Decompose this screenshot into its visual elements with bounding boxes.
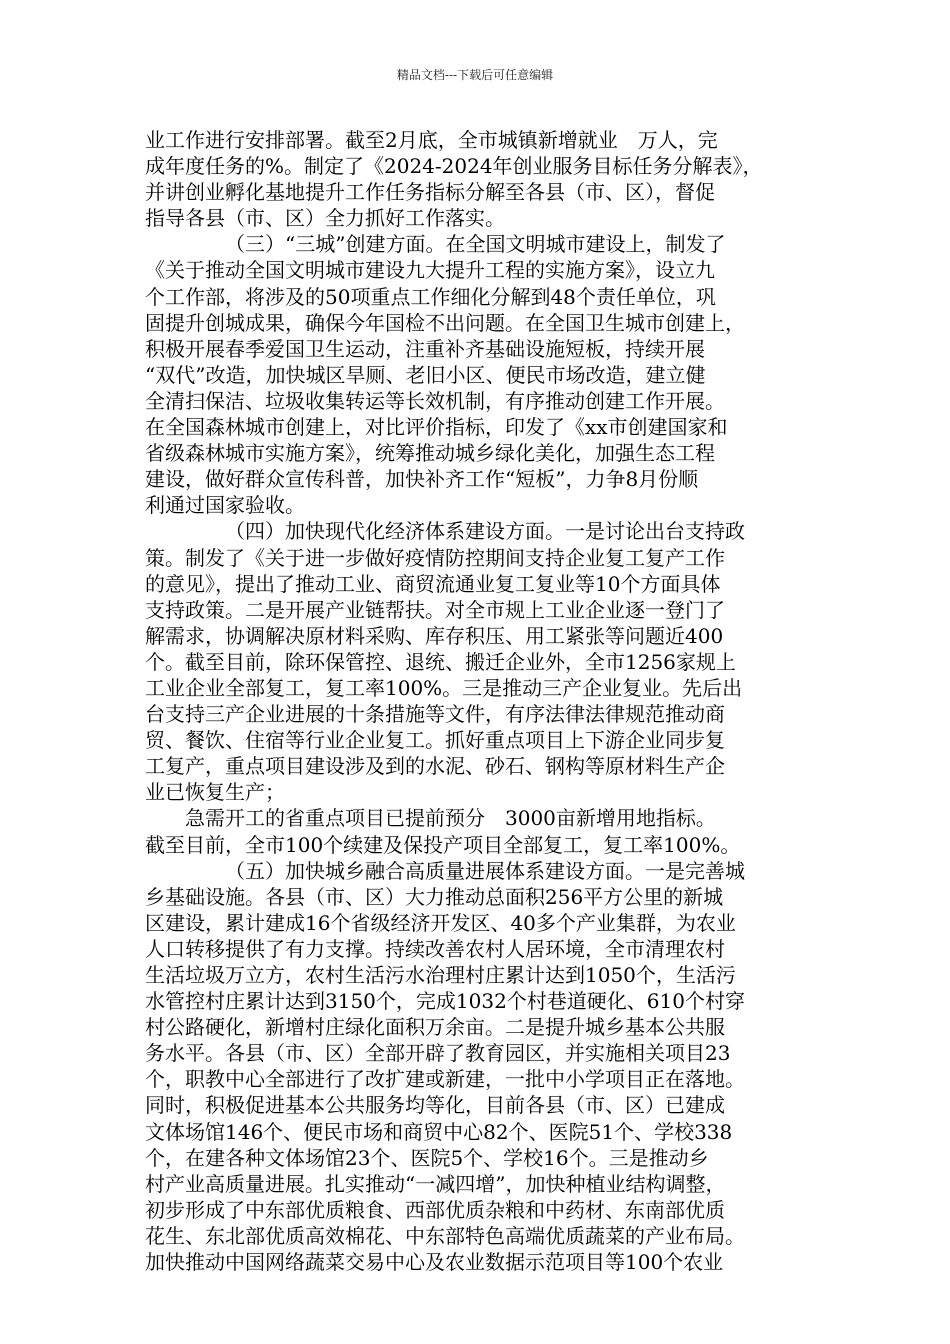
text-line: 支持政策。二是开展产业链帮扶。对全市规上工业企业逐一登门了 — [145, 597, 725, 622]
text-line: 建设，做好群众宣传科普，加快补齐工作“短板”，力争8月份顺 — [145, 467, 699, 492]
text-line: 省级森林城市实施方案》，统筹推动城乡绿化美化，加强生态工程 — [145, 441, 715, 466]
text-line: 村公路硬化，新增村庄绿化面积万余亩。二是提升城乡基本公共服 — [145, 1015, 725, 1040]
text-line: 业已恢复生产； — [145, 780, 285, 805]
text-line: 区建设，累计建成16个省级经济开发区、40多个产业集群，为农业 — [145, 910, 736, 935]
text-line: 同时，积极促进基本公共服务均等化，目前各县（市、区）已建成 — [145, 1093, 725, 1118]
text-line: 并讲创业孵化基地提升工作任务指标分解至各县（市、区），督促 — [145, 180, 715, 205]
text-line: 工复产，重点项目建设涉及到的水泥、砂石、钢构等原材料生产企 — [145, 754, 725, 779]
text-line: 加快推动中国网络蔬菜交易中心及农业数据示范项目等100个农业 — [145, 1250, 724, 1275]
text-line: 台支持三产企业进展的十条措施等文件，有序法律法律规范推动商 — [145, 702, 725, 727]
text-line: 业工作进行安排部署。截至2月底，全市城镇新增就业 万人，完 — [145, 128, 718, 152]
text-line: 生活垃圾万立方，农村生活污水治理村庄累计达到1050个，生活污 — [145, 963, 736, 987]
page-header: 精品文档---下载后可任意编辑 — [396, 68, 554, 82]
text-line: 全清扫保洁、垃圾收集转运等长效机制，有序推动创建工作开展。 — [145, 388, 725, 413]
text-line: 贸、餐饮、住宿等行业企业复工。抓好重点项目上下游企业同步复 — [145, 728, 725, 753]
text-line: 文体场馆146个、便民市场和商贸中心82个、医院51个、学校338 — [145, 1119, 733, 1144]
text-line: 在全国森林城市创建上，对比评价指标，印发了《xx市创建国家和 — [145, 415, 728, 440]
text-line: 个工作部，将涉及的50项重点工作细化分解到48个责任单位，巩 — [145, 284, 716, 309]
text-line: 策。制发了《关于进一步做好疫情防控期间支持企业复工复产工作 — [145, 545, 725, 570]
text-line: 利通过国家验收。 — [145, 493, 305, 518]
text-line: “双代”改造，加快城区旱厕、老旧小区、便民市场改造，建立健 — [145, 362, 706, 387]
text-line: 指导各县（市、区）全力抓好工作落实。 — [145, 206, 505, 231]
text-line: 个，职教中心全部进行了改扩建或新建，一批中小学项目正在落地。 — [145, 1067, 745, 1092]
text-line: 急需开工的省重点项目已提前预分 3000亩新增用地指标。 — [185, 806, 716, 831]
text-line: 积极开展春季爱国卫生运动，注重补齐基础设施短板，持续开展 — [145, 336, 705, 361]
text-line: 初步形成了中东部优质粮食、西部优质杂粮和中药材、东南部优质 — [145, 1197, 725, 1222]
document-body — [145, 127, 825, 1275]
text-line: 固提升创城成果，确保今年国检不出问题。在全国卫生城市创建上， — [145, 310, 745, 335]
text-line: 花生、东北部优质高效棉花、中东部特色高端优质蔬菜的产业布局。 — [145, 1223, 745, 1248]
text-line: 解需求，协调解决原材料采购、库存积压、用工紧张等问题近400 — [145, 623, 724, 648]
text-line: 个，在建各种文体场馆23个、医院5个、学校16个。三是推动乡 — [145, 1145, 709, 1170]
text-line: 截至目前，全市100个续建及保投产项目全部复工，复工率100%。 — [145, 832, 741, 857]
text-line: 务水平。各县（市、区）全部开辟了教育园区，并实施相关项目23 — [145, 1041, 731, 1066]
text-line: 村产业高质量进展。扎实推动“一减四增”，加快种植业结构调整， — [145, 1171, 726, 1196]
text-line: 《关于推动全国文明城市建设九大提升工程的实施方案》，设立九 — [145, 258, 715, 283]
text-line: 成年度任务的%。制定了《2024-2024年创业服务目标任务分解表》， — [145, 154, 763, 179]
text-line: （五）加快城乡融合高质量进展体系建设方面。一是完善城 — [225, 858, 745, 883]
text-line: 个。截至目前，除环保管控、退统、搬迁企业外，全市1256家规上 — [145, 649, 736, 674]
text-line: 人口转移提供了有力支撑。持续改善农村人居环境，全市清理农村 — [145, 936, 725, 961]
text-line: 水管控村庄累计达到3150个，完成1032个村巷道硬化、610个村穿 — [145, 989, 745, 1014]
text-line: （四）加快现代化经济体系建设方面。一是讨论出台支持政 — [225, 519, 745, 544]
text-line: 工业企业全部复工，复工率100%。三是推动三产企业复业。先后出 — [145, 675, 743, 700]
text-line: 的意见》，提出了推动工业、商贸流通业复工复业等10个方面具体 — [145, 571, 721, 596]
text-line: 乡基础设施。各县（市、区）大力推动总面积256平方公里的新城 — [145, 884, 724, 909]
text-line: （三）“三城”创建方面。在全国文明城市建设上，制发了 — [225, 232, 726, 257]
